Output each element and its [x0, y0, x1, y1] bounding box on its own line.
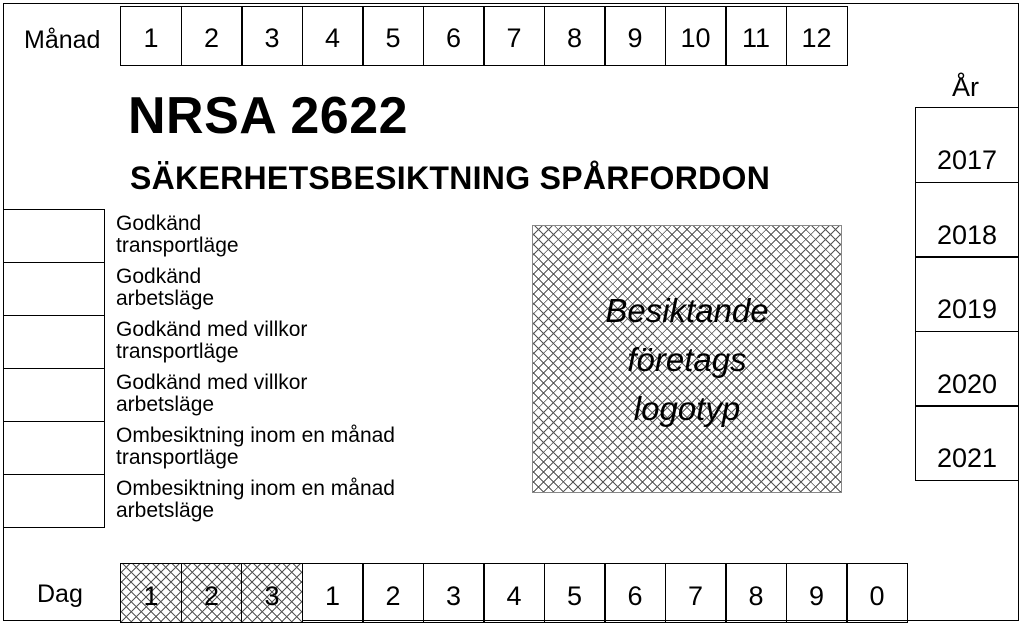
status-label-line2: transportläge: [116, 234, 239, 257]
month-cell-4[interactable]: 4: [302, 6, 364, 66]
day-row: [120, 563, 908, 623]
day-unit-cell-3[interactable]: 3: [423, 563, 485, 623]
status-label-line2: arbetsläge: [116, 287, 215, 310]
status-label: [116, 213, 239, 257]
day-unit-cell-1[interactable]: 1: [302, 563, 364, 623]
status-label: [116, 266, 214, 310]
status-label: [116, 319, 307, 363]
month-cell-9[interactable]: 9: [604, 6, 666, 66]
logo-placeholder-line3: logotyp: [633, 389, 741, 427]
year-cell-2018[interactable]: 2018: [915, 182, 1019, 258]
page-title: NRSA 2622: [128, 87, 409, 145]
year-cell-2019[interactable]: 2019: [915, 256, 1019, 332]
day-tens-cell-2[interactable]: 2: [181, 563, 243, 623]
year-cell-2017[interactable]: 2017: [915, 107, 1019, 183]
month-label: Månad: [24, 26, 101, 54]
month-row: [120, 6, 848, 66]
status-label-line2: arbetsläge: [116, 499, 215, 522]
day-tens-cell-1[interactable]: 1: [120, 563, 182, 623]
status-checkbox[interactable]: [3, 474, 105, 528]
status-label-line1: Godkänd med villkor: [116, 318, 308, 341]
logo-placeholder-text: [605, 286, 768, 433]
status-label-line1: Godkänd: [116, 265, 202, 288]
month-cell-8[interactable]: 8: [544, 6, 606, 66]
status-checkbox[interactable]: [3, 209, 105, 263]
month-cell-6[interactable]: 6: [423, 6, 485, 66]
month-cell-3[interactable]: 3: [241, 6, 303, 66]
logo-placeholder-line1: Besiktande: [605, 291, 769, 329]
status-checkbox[interactable]: [3, 368, 105, 422]
status-checkbox[interactable]: [3, 262, 105, 316]
day-unit-cell-6[interactable]: 6: [604, 563, 666, 623]
status-checkbox[interactable]: [3, 315, 105, 369]
status-label-line1: Godkänd med villkor: [116, 371, 308, 394]
status-checkbox[interactable]: [3, 421, 105, 475]
status-label-line2: arbetsläge: [116, 393, 215, 416]
month-cell-7[interactable]: 7: [483, 6, 545, 66]
status-label-line1: Ombesiktning inom en månad: [116, 424, 395, 447]
day-unit-cell-9[interactable]: 9: [786, 563, 848, 623]
month-cell-1[interactable]: 1: [120, 6, 182, 66]
status-label-line2: transportläge: [116, 340, 239, 363]
page-subtitle: SÄKERHETSBESIKTNING SPÅRFORDON: [130, 160, 771, 196]
month-cell-5[interactable]: 5: [362, 6, 424, 66]
month-cell-2[interactable]: 2: [181, 6, 243, 66]
logo-placeholder: [532, 225, 842, 493]
status-label-line2: transportläge: [116, 446, 239, 469]
year-cell-2020[interactable]: 2020: [915, 331, 1019, 407]
year-column: [915, 107, 1019, 481]
day-unit-cell-5[interactable]: 5: [544, 563, 606, 623]
logo-placeholder-line2: företags: [627, 340, 747, 378]
day-unit-cell-2[interactable]: 2: [362, 563, 424, 623]
month-cell-10[interactable]: 10: [665, 6, 727, 66]
status-label: [116, 372, 307, 416]
day-unit-cell-8[interactable]: 8: [725, 563, 787, 623]
year-cell-2021[interactable]: 2021: [915, 405, 1019, 481]
day-unit-cell-0[interactable]: 0: [846, 563, 908, 623]
status-label: [116, 478, 395, 522]
year-label: År: [952, 72, 979, 102]
day-tens-cell-3[interactable]: 3: [241, 563, 303, 623]
day-unit-cell-4[interactable]: 4: [483, 563, 545, 623]
month-cell-11[interactable]: 11: [725, 6, 787, 66]
month-cell-12[interactable]: 12: [786, 6, 848, 66]
status-label-line1: Ombesiktning inom en månad: [116, 477, 395, 500]
day-label: Dag: [37, 580, 83, 608]
status-label: [116, 425, 395, 469]
day-unit-cell-7[interactable]: 7: [665, 563, 727, 623]
status-label-line1: Godkänd: [116, 212, 202, 235]
